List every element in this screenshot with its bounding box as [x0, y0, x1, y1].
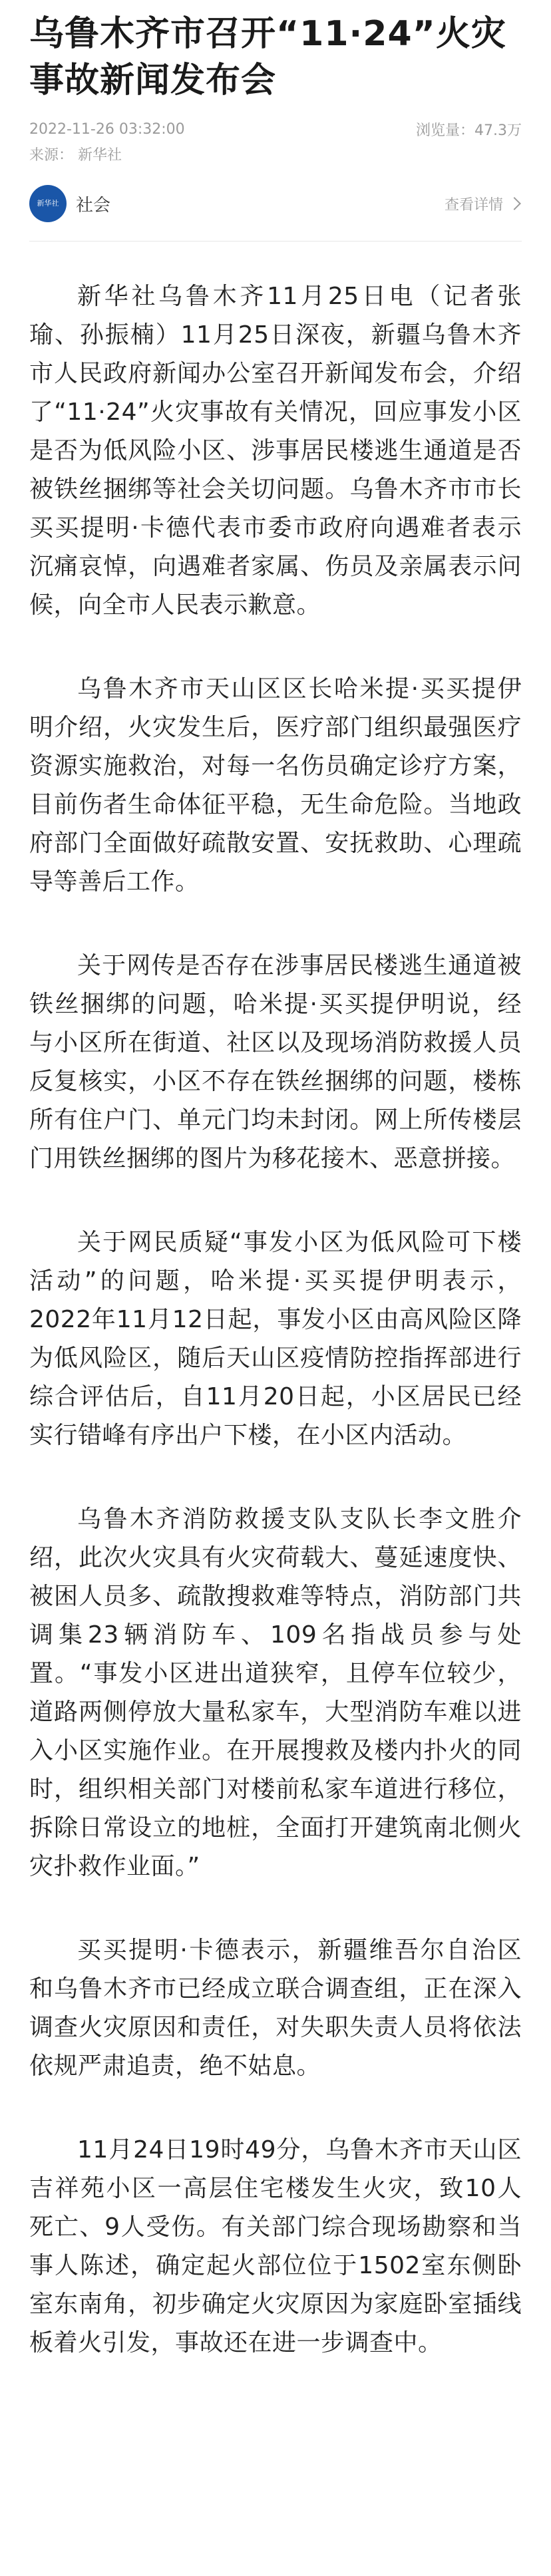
chevron-right-icon	[508, 197, 521, 210]
article-paragraph: 乌鲁木齐消防救援支队支队长李文胜介绍，此次火灾具有火灾荷载大、蔓延速度快、被困人员多、疏散搜救难等特点，消防部门共调集23辆消防车、109名指战员参与处置。“事发小区进出道狭窄，且停车位较少，道路两侧停放大量私家车，大型消防车难以进入小区实施作业。在开展搜救及楼内扑火的同时，组织相关部门对楼前私家车道进行移位，拆除日常设立的地桩，全面打开建筑南北侧火灾扑救作业面。”	[29, 1506, 522, 1880]
article-paragraph: 关于网传是否存在涉事居民楼逃生通道被铁丝捆绑的问题，哈米提·买买提伊明说，经与小区所在街道、社区以及现场消防救援人员反复核实，小区不存在铁丝捆绑的问题，楼栋所有住户门、单元门均未封闭。网上所传楼层门用铁丝捆绑的图片为移花接木、恶意拼接。	[29, 952, 522, 1172]
channel-logo-text: 新华社	[37, 199, 59, 208]
divider	[29, 241, 522, 242]
article-paragraph: 乌鲁木齐市天山区区长哈米提·买买提伊明介绍，火灾发生后，医疗部门组织最强医疗资源实施救治，对每一名伤员确定诊疗方案，目前伤者生命体征平稳，无生命危险。当地政府部门全面做好疏散安置、安抚救助、心理疏导等善后工作。	[29, 675, 522, 895]
article-paragraph: 关于网民质疑“事发小区为低风险可下楼活动”的问题，哈米提·买买提伊明表示，2022年11月12日起，事发小区由高风险区降为低风险区，随后天山区疫情防控指挥部进行综合评估后，自11月20日起，小区居民已经实行错峰有序出户下楼，在小区内活动。	[29, 1229, 522, 1449]
article-title: 乌鲁木齐市召开“11·24”火灾事故新闻发布会	[29, 14, 506, 100]
article-paragraph: 11月24日19时49分，乌鲁木齐市天山区吉祥苑小区一高层住宅楼发生火灾，致10人死亡、9人受伤。有关部门综合现场勘察和当事人陈述，确定起火部位位于1502室东侧卧室东南角，初步确定火灾原因为家庭卧室插线板着火引发，事故还在进一步调查中。	[29, 2136, 522, 2356]
article-body	[29, 277, 522, 2362]
view-detail-link[interactable]	[445, 194, 522, 214]
channel-row	[29, 182, 522, 225]
article-paragraph: 买买提明·卡德表示，新疆维吾尔自治区和乌鲁木齐市已经成立联合调查组，正在深入调查火灾原因和责任，对失职失责人员将依法依规严肃追责，绝不姑息。	[29, 1937, 522, 2080]
meta-row	[29, 116, 522, 142]
view-count-value: 47.3万	[474, 122, 522, 139]
channel-name[interactable]: 社会	[76, 195, 111, 216]
view-count	[416, 119, 522, 140]
article-paragraph: 新华社乌鲁木齐11月25日电（记者张瑜、孙振楠）11月25日深夜，新疆乌鲁木齐市人民政府新闻办公室召开新闻发布会，介绍了“11·24”火灾事故有关情况，回应事发小区是否为低风险小区、涉事居民楼逃生通道是否被铁丝捆绑等社会关切问题。乌鲁木齐市市长买买提明·卡德代表市委市政府向遇难者表示沉痛哀悼，向遇难者家属、伤员及亲属表示问候，向全市人民表示歉意。	[29, 283, 522, 619]
view-count-label: 浏览量：	[415, 122, 474, 139]
article-source: 来源： 新华社	[29, 147, 122, 164]
publish-date: 2022-11-26 03:32:00	[29, 120, 185, 138]
view-detail-label: 查看详情	[444, 196, 503, 214]
xinhua-logo-icon	[29, 185, 67, 222]
